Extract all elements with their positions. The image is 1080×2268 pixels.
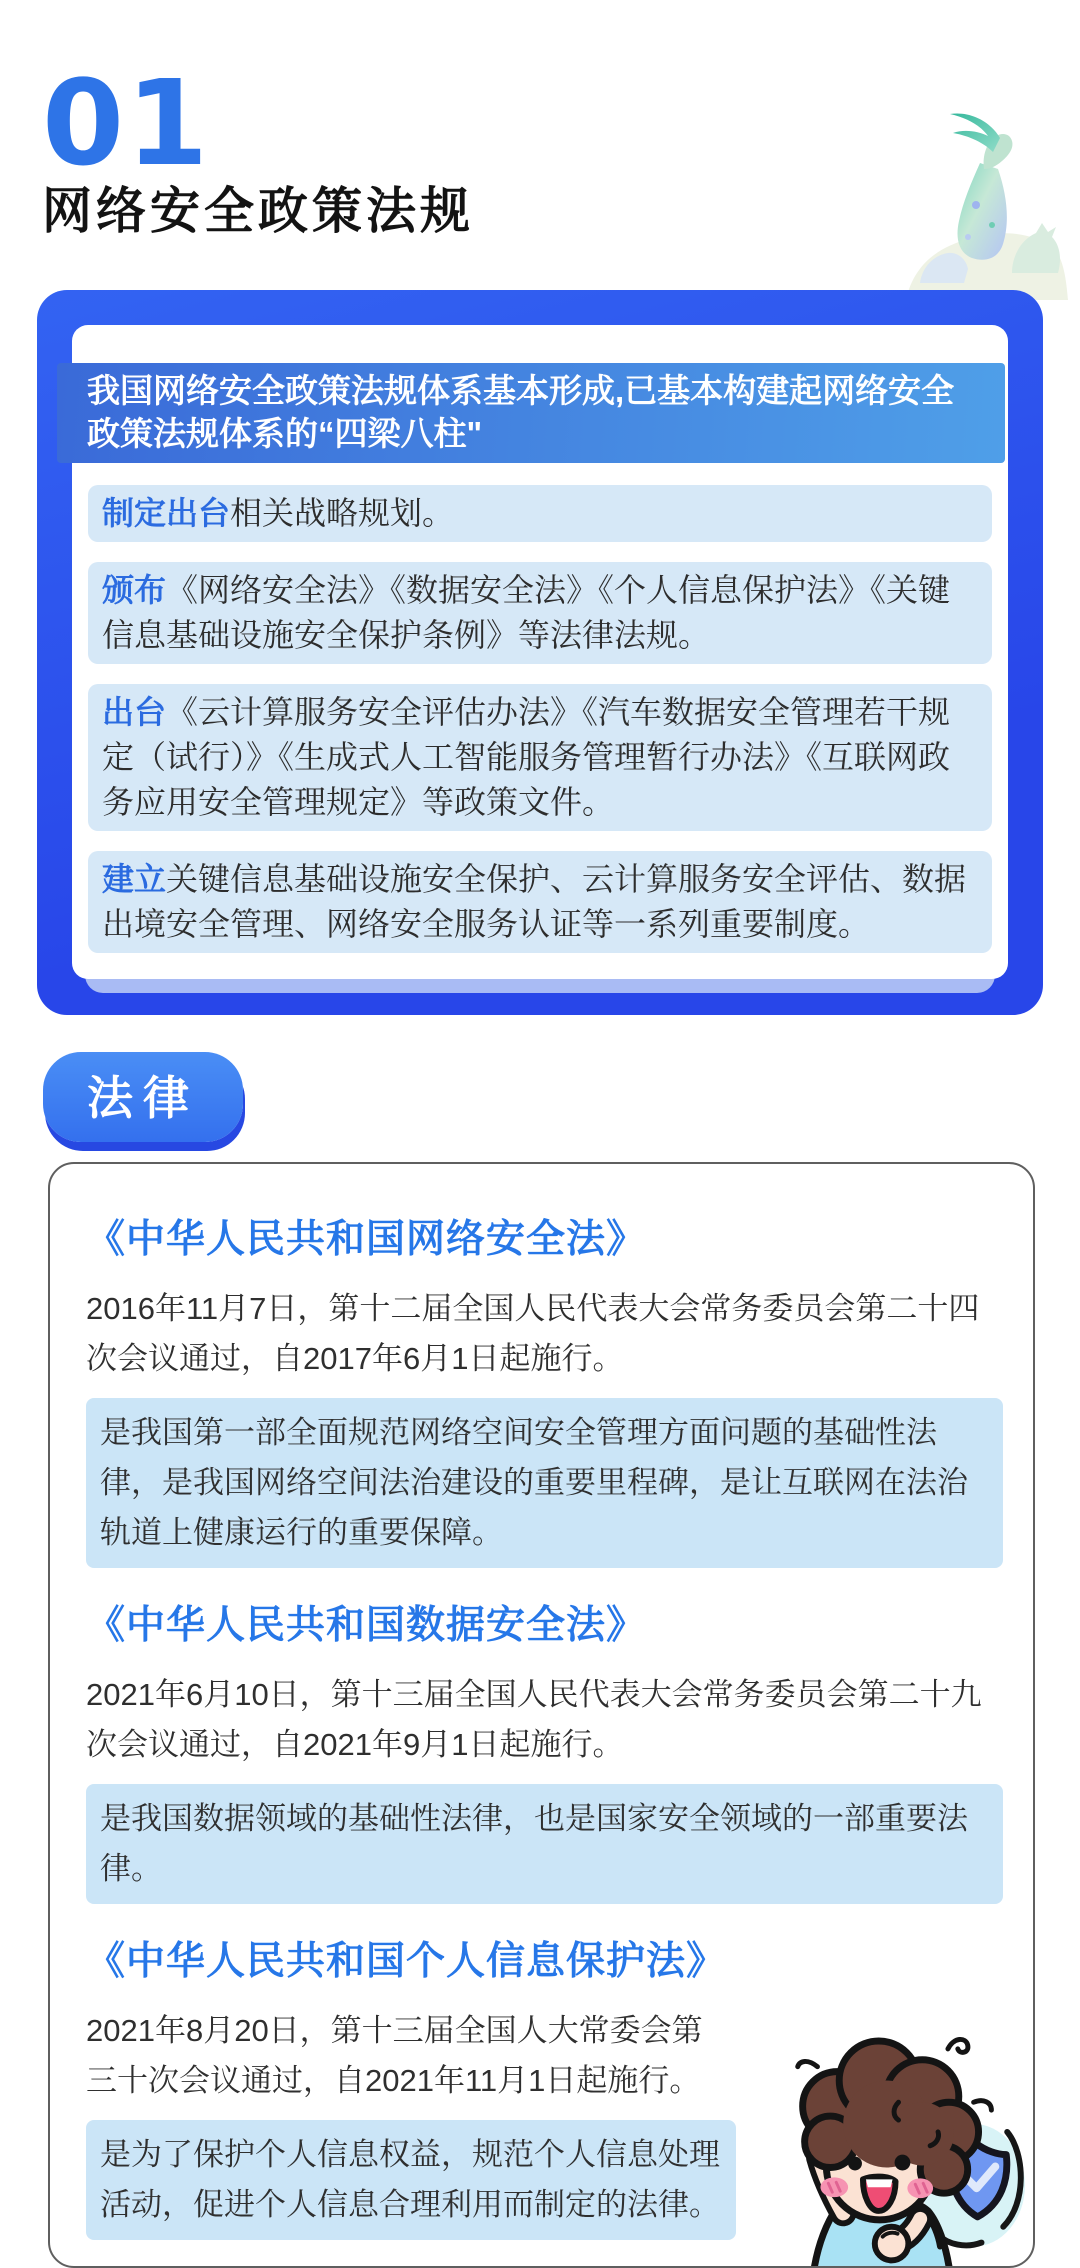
policy-item xyxy=(88,684,992,831)
policy-item-keyword: 出台 xyxy=(102,694,167,730)
statue-small-ram-left xyxy=(920,253,968,283)
policy-item xyxy=(88,851,992,953)
law-title: 《中华人民共和国个人信息保护法》 xyxy=(86,1939,727,1984)
page-title: 网络安全政策法规 xyxy=(42,181,474,240)
banner-text: 我国网络安全政策法规体系基本形成,已基本构建起网络安全政策法规体系的 xyxy=(87,372,955,452)
law-date: 2021年6月10日，第十三届全国人民代表大会常务委员会第二十九次会议通过，自2021年9月1日起施行。 xyxy=(86,1677,982,1762)
law-date: 2021年8月20日，第十三届全国人大常委会第三十次会议通过，自2021年11月1日起施行。 xyxy=(86,2013,703,2098)
policy-item-keyword: 建立 xyxy=(102,861,167,897)
banner-highlight: “四梁八柱" xyxy=(318,415,483,452)
policy-item-keyword: 颁布 xyxy=(102,572,167,608)
policy-item-text: 关键信息基础设施安全保护、云计算服务安全评估、数据出境安全管理、网络安全服务认证等一系列重要制度。 xyxy=(102,861,967,942)
policy-item-text: 《网络安全法》《数据安全法》《个人信息保护法》《关键信息基础设施安全保护条例》等法律法规。 xyxy=(102,572,951,653)
mascot-mouth xyxy=(863,2177,896,2211)
law-title: 《中华人民共和国网络安全法》 xyxy=(86,1217,647,1262)
law-tab-label: 法律 xyxy=(87,1071,199,1125)
section-header xyxy=(42,54,474,243)
overview-card xyxy=(37,290,1043,1015)
law-block xyxy=(86,1594,1003,1904)
law-block xyxy=(86,1208,1003,1568)
statue-main-ram-body xyxy=(958,163,1007,260)
policy-item xyxy=(88,485,992,542)
statue-speckle xyxy=(989,222,995,228)
policy-item xyxy=(88,562,992,664)
law-section-tab xyxy=(43,1052,243,1142)
overview-inner-card xyxy=(72,325,1008,979)
law-title: 《中华人民共和国数据安全法》 xyxy=(86,1603,647,1648)
policy-item-text: 相关战略规划。 xyxy=(230,495,455,531)
policy-item-keyword: 制定出台 xyxy=(102,495,231,531)
policy-items xyxy=(88,485,992,953)
hair-squiggle xyxy=(798,2061,818,2066)
section-number: 01 xyxy=(42,54,211,192)
policy-item-text: 《云计算服务安全评估办法》《汽车数据安全管理若干规定（试行）》《生成式人工智能服务管理暂行办法》《互联网政务应用安全管理规定》等政策文件。 xyxy=(102,694,951,820)
mascot-kid-illustration xyxy=(689,1974,1025,2268)
law-desc: 是为了保护个人信息权益，规范个人信息处理活动，促进个人信息合理利用而制定的法律。 xyxy=(86,2120,736,2240)
mascot-eye xyxy=(895,2155,911,2171)
hair-squiggle xyxy=(974,2101,992,2110)
five-rams-statue-illustration xyxy=(900,105,1070,300)
statue-speckle xyxy=(972,201,980,209)
statue-speckle xyxy=(965,234,971,240)
statue-small-ram-right xyxy=(1012,223,1060,273)
overview-banner xyxy=(57,363,1005,463)
law-desc: 是我国第一部全面规范网络空间安全管理方面问题的基础性法律，是我国网络空间法治建设的重要里程碑，是让互联网在法治轨道上健康运行的重要保障。 xyxy=(86,1398,1003,1568)
laws-card xyxy=(48,1162,1035,2268)
law-desc: 是我国数据领域的基础性法律，也是国家安全领域的一部重要法律。 xyxy=(86,1784,1003,1904)
hair-squiggle xyxy=(948,2039,968,2052)
law-date: 2016年11月7日，第十二届全国人民代表大会常务委员会第二十四次会议通过，自2017年6月1日起施行。 xyxy=(86,1291,980,1376)
statue-ram-horns xyxy=(950,113,1000,152)
